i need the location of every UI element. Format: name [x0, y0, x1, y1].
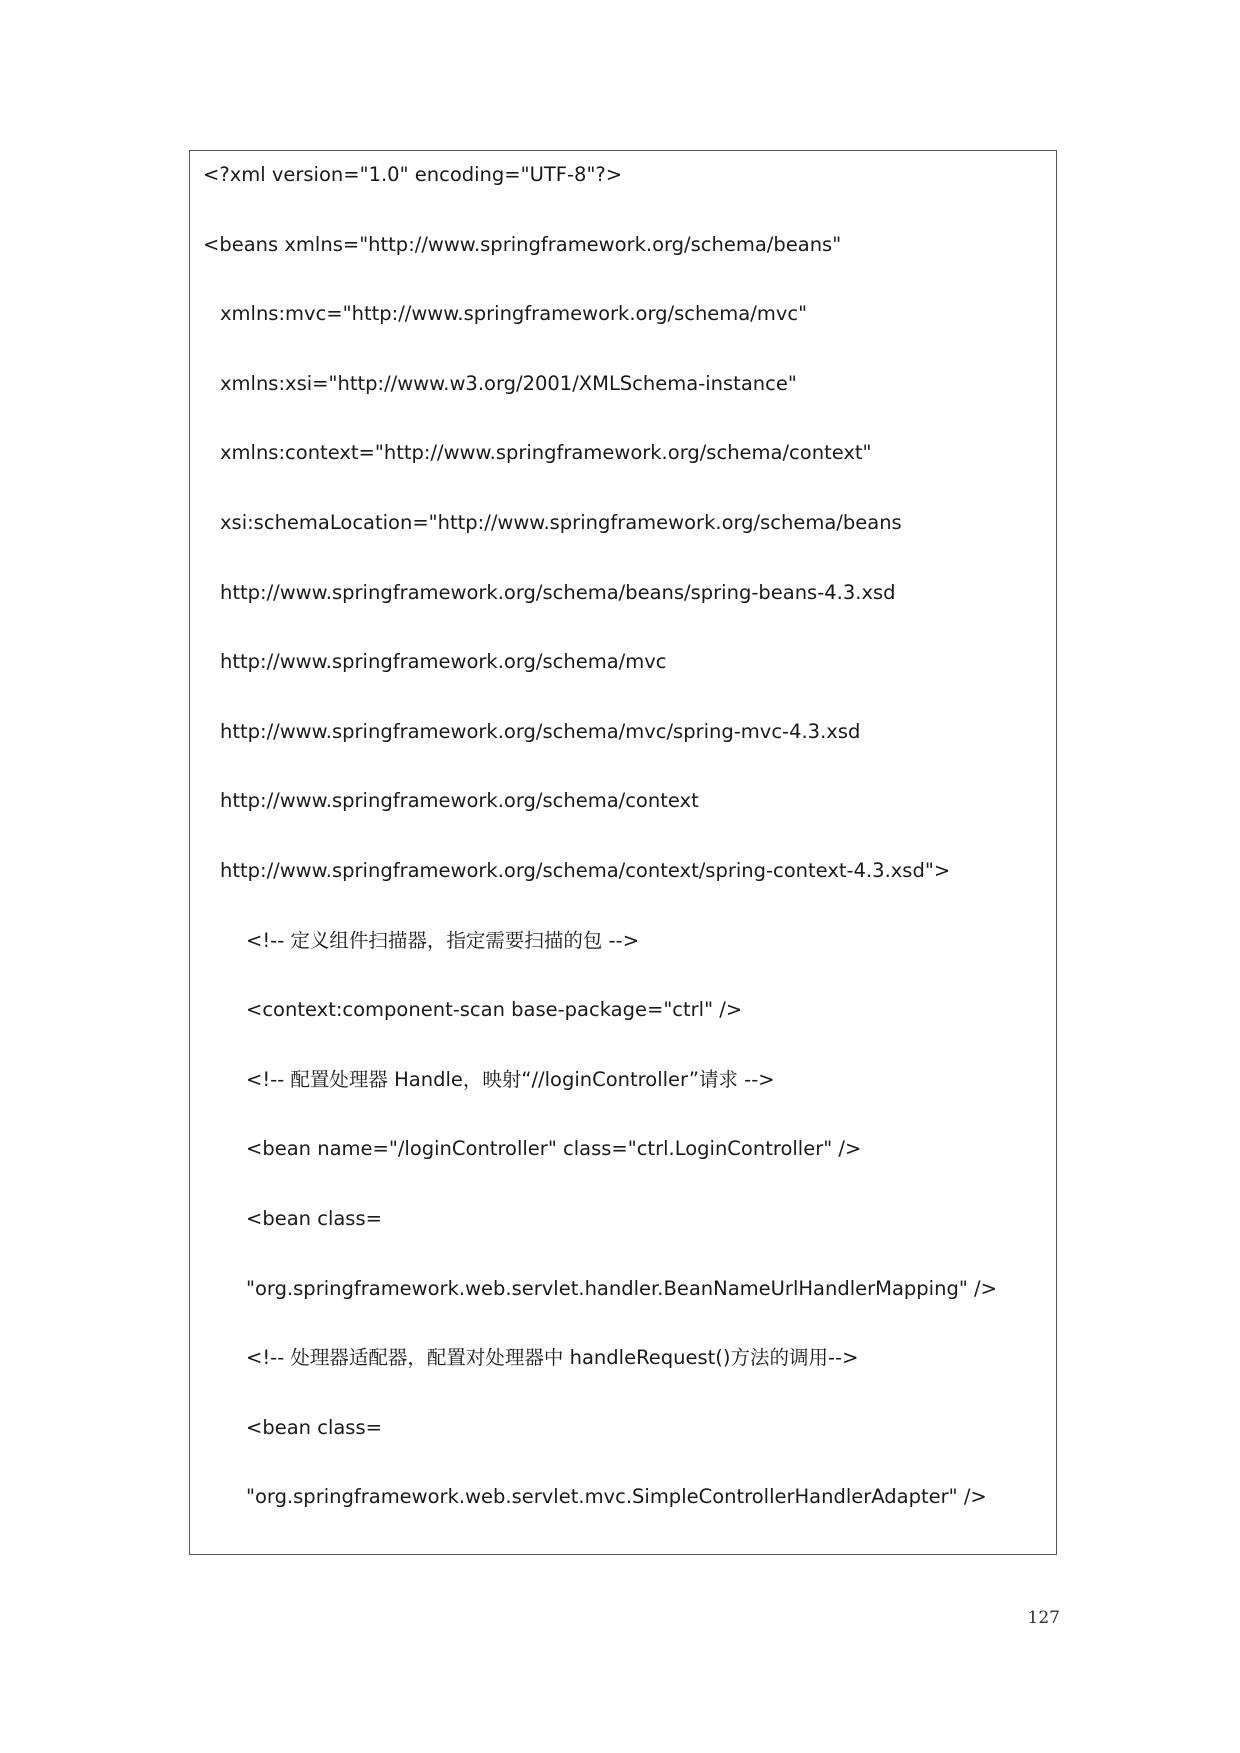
code-line: <bean class= [246, 1415, 382, 1439]
code-line: <!-- 配置处理器 Handle，映射“//loginController”请求 --> [246, 1067, 775, 1091]
code-line: "org.springframework.web.servlet.mvc.SimpleControllerHandlerAdapter" /> [246, 1485, 987, 1509]
code-line: http://www.springframework.org/schema/beans/spring-beans-4.3.xsd [220, 580, 896, 604]
code-line: http://www.springframework.org/schema/context [220, 789, 699, 813]
code-line: <!-- 定义组件扫描器，指定需要扫描的包 --> [246, 928, 640, 952]
code-line: <bean name="/loginController" class="ctrl.LoginController" /> [246, 1137, 862, 1161]
code-line: <?xml version="1.0" encoding="UTF-8"?> [203, 163, 623, 186]
code-line: xmlns:context="http://www.springframework.org/schema/context" [220, 441, 872, 465]
code-line: http://www.springframework.org/schema/mvc/spring-mvc-4.3.xsd [220, 719, 861, 743]
code-line: xsi:schemaLocation="http://www.springframework.org/schema/beans [220, 511, 902, 534]
code-line: xmlns:mvc="http://www.springframework.org/schema/mvc" [220, 302, 808, 326]
code-listing-box [189, 150, 1057, 1555]
code-line: <beans xmlns="http://www.springframework.org/schema/beans" [203, 232, 842, 256]
code-line: xmlns:xsi="http://www.w3.org/2001/XMLSchema-instance" [220, 371, 797, 395]
code-line: "org.springframework.web.servlet.handler.BeanNameUrlHandlerMapping" /> [246, 1276, 997, 1300]
code-line: http://www.springframework.org/schema/mvc [220, 650, 667, 674]
page-number: 127 [1027, 1608, 1060, 1628]
code-line: <context:component-scan base-package="ctrl" /> [246, 998, 743, 1022]
code-line: <!-- 处理器适配器，配置对处理器中 handleRequest()方法的调用--> [246, 1346, 859, 1370]
code-line: http://www.springframework.org/schema/context/spring-context-4.3.xsd"> [220, 859, 951, 882]
code-line: <bean class= [246, 1207, 382, 1230]
